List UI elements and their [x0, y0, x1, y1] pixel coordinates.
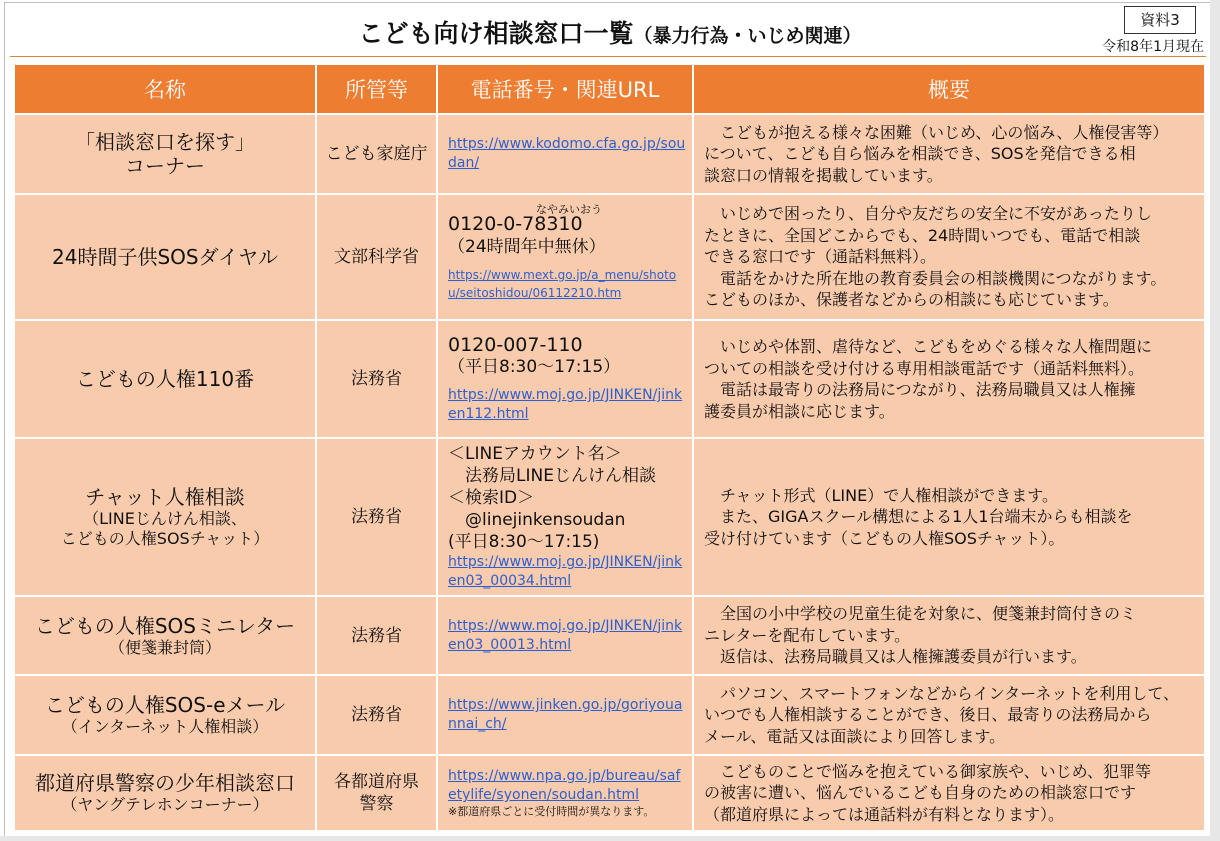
header-summary: 概要: [693, 64, 1205, 114]
row-summary: [693, 114, 1205, 194]
agency-line: こども家庭庁: [325, 144, 428, 164]
contact-line: (平日8:30～17:15): [448, 532, 600, 552]
contact-line: @linejinkensoudan: [448, 510, 626, 530]
name-sub-line: こどもの人権SOSチャット）: [60, 529, 270, 548]
scrollbar[interactable]: [1210, 0, 1220, 841]
url-link[interactable]: https://www.kodomo.cfa.go.jp/soudan/: [448, 136, 686, 171]
summary-line: チャット形式（LINE）で人権相談ができます。: [704, 485, 1058, 505]
row-summary: [693, 194, 1205, 320]
contact-line: ＜LINEアカウント名＞: [448, 444, 622, 464]
summary-line: 全国の小中学校の児童生徒を対象に、便箋兼封筒付きのミ: [704, 604, 1137, 624]
name-line: こどもの人権SOSミニレター: [34, 613, 296, 638]
phone-ruby: なやみいおう: [536, 202, 602, 216]
row-name: [14, 675, 316, 755]
row-name: [14, 320, 316, 438]
row-summary: [693, 675, 1205, 755]
name-sub-line: （LINEじんけん相談、: [83, 509, 247, 528]
row-contact: [437, 755, 693, 831]
row-agency: [316, 194, 437, 320]
contact-line: ＜検索ID＞: [448, 488, 535, 508]
row-contact: [437, 320, 693, 438]
row-agency: [316, 675, 437, 755]
name-line: こどもの人権110番: [75, 367, 255, 391]
as-of-date: 令和8年1月現在: [1102, 39, 1204, 55]
summary-line: 電話をかけた所在地の教育委員会の相談機関につながります。: [704, 268, 1167, 288]
row-summary: [693, 755, 1205, 831]
table-row: [14, 675, 1205, 755]
summary-line: 護委員が相談に応じます。: [704, 401, 895, 421]
summary-line: について、こども自ら悩みを相談でき、SOSを発信できる相: [704, 144, 1136, 164]
summary-line: いじめで困ったり、自分や友だちの安全に不安があったりし: [704, 204, 1152, 224]
title-underline: [10, 56, 1206, 57]
row-summary: [693, 438, 1205, 596]
summary-line: たときに、全国どこからでも、24時間いつでも、電話で相談: [704, 225, 1141, 245]
agency-line: 警察: [359, 794, 394, 814]
summary-line: こどものことで悩みを抱えている御家族や、いじめ、犯罪等: [704, 761, 1152, 781]
summary-line: また、GIGAスクール構想による1人1台端末からも相談を: [704, 507, 1133, 527]
agency-line: 各都道府県: [334, 772, 419, 792]
table-row: [14, 755, 1205, 831]
header-name: 名称: [14, 64, 316, 114]
summary-line: の被害に遭い、悩んでいるこども自身のための相談窓口です: [704, 783, 1137, 803]
name-line: こどもの人権SOS-eメール: [44, 693, 286, 717]
row-agency: [316, 596, 437, 675]
name-line: 24時間子供SOSダイヤル: [52, 245, 278, 269]
table-row: [14, 114, 1205, 194]
table-row: [14, 596, 1205, 675]
row-name: [14, 755, 316, 831]
summary-line: こどものほか、保護者などからの相談にも応じています。: [704, 290, 1119, 310]
agency-line: 法務省: [351, 625, 402, 646]
row-name: [14, 114, 316, 194]
summary-line: 電話は最寄りの法務局につながり、法務局職員又は人権擁: [704, 380, 1136, 399]
summary-line: （都道府県によっては通話料が有料となります）。: [704, 804, 1065, 824]
url-link[interactable]: https://www.moj.go.jp/JINKEN/jinken03_00013.html: [448, 617, 683, 653]
page-title: [0, 14, 1220, 50]
summary-line: いつでも人権相談することができ、後日、最寄りの法務局から: [704, 705, 1152, 725]
summary-line: ニレターを配布しています。: [704, 625, 911, 645]
row-summary: [693, 320, 1205, 438]
summary-line: 返信は、法務局職員又は人権擁護委員が行います。: [704, 647, 1087, 667]
name-line: コーナー: [125, 154, 205, 178]
row-contact: [437, 194, 693, 320]
url-link[interactable]: https://www.npa.go.jp/bureau/safetylife/syonen/soudan.html: [448, 768, 681, 803]
row-agency: [316, 755, 437, 831]
row-contact: [437, 675, 693, 755]
row-name: [14, 596, 316, 675]
url-link[interactable]: https://www.jinken.go.jp/goriyouannai_ch/: [448, 697, 683, 732]
name-line: 都道府県警察の少年相談窓口: [35, 771, 295, 795]
name-sub-line: （便箋兼封筒）: [108, 637, 221, 657]
summary-line: パソコン、スマートフォンなどからインターネットを利用して、: [704, 683, 1180, 703]
name-line: 「相談窓口を探す」: [75, 130, 255, 154]
agency-line: 法務省: [351, 369, 402, 389]
name-line: チャット人権相談: [85, 485, 245, 509]
row-name: [14, 438, 316, 596]
bottom-bar: [0, 836, 1220, 841]
summary-line: メール、電話又は面談により回答します。: [704, 726, 1006, 746]
agency-line: 文部科学省: [334, 247, 419, 267]
header-contact: 電話番号・関連URL: [437, 64, 693, 114]
agency-line: 法務省: [351, 507, 402, 527]
agency-line: 法務省: [351, 705, 402, 725]
spacer: [448, 258, 686, 266]
document-badge: 資料3: [1124, 6, 1196, 34]
note-text: ※都道府県ごとに受付時間が異なります。: [448, 805, 655, 818]
summary-line: いじめや体罰、虐待など、こどもをめぐる様々な人権問題に: [704, 337, 1153, 356]
row-contact: [437, 438, 693, 596]
phone-text: 0120-0-78310: [448, 212, 583, 235]
row-contact: [437, 596, 693, 675]
row-agency: [316, 438, 437, 596]
row-agency: [316, 320, 437, 438]
name-sub-line: （インターネット人権相談）: [61, 717, 269, 736]
row-name: [14, 194, 316, 320]
phone-number: 0120-007-110: [448, 334, 583, 356]
url-link[interactable]: https://www.mext.go.jp/a_menu/shotou/seitoshidou/06112210.htm: [448, 267, 677, 300]
table-row: [14, 320, 1205, 438]
header-row: [14, 64, 1205, 114]
summary-line: 受け付けています（こどもの人権SOSチャット）。: [704, 528, 1065, 548]
name-sub-line: （ヤングテレホンコーナー）: [61, 795, 269, 814]
row-summary: [693, 596, 1205, 675]
summary-line: 談窓口の情報を掲載しています。: [704, 165, 943, 185]
row-agency: [316, 114, 437, 194]
consultation-table: [13, 63, 1206, 832]
hours-text: （平日8:30～17:15）: [448, 357, 621, 377]
url-link[interactable]: https://www.moj.go.jp/JINKEN/jinken112.html: [448, 387, 683, 422]
title-main: こども向け相談窓口一覧: [358, 19, 634, 48]
summary-line: こどもが抱える様々な困難（いじめ、心の悩み、人権侵害等）: [704, 122, 1169, 142]
title-sub: （暴力行為・いじめ関連）: [633, 25, 862, 47]
contact-line: 法務局LINEじんけん相談: [448, 466, 656, 486]
summary-line: できる窓口です（通話料無料）。: [704, 247, 937, 267]
row-contact: [437, 114, 693, 194]
header-agency: 所管等: [316, 64, 437, 114]
phone-number: [448, 202, 602, 235]
hours-text: （24時間年中無休）: [448, 236, 606, 257]
url-link[interactable]: https://www.moj.go.jp/JINKEN/jinken03_00034.html: [448, 554, 683, 589]
table-row: [14, 438, 1205, 596]
table-row: [14, 194, 1205, 320]
summary-line: ついての相談を受け付ける専用相談電話です（通話料無料）。: [704, 358, 1145, 378]
spacer: [448, 378, 686, 386]
